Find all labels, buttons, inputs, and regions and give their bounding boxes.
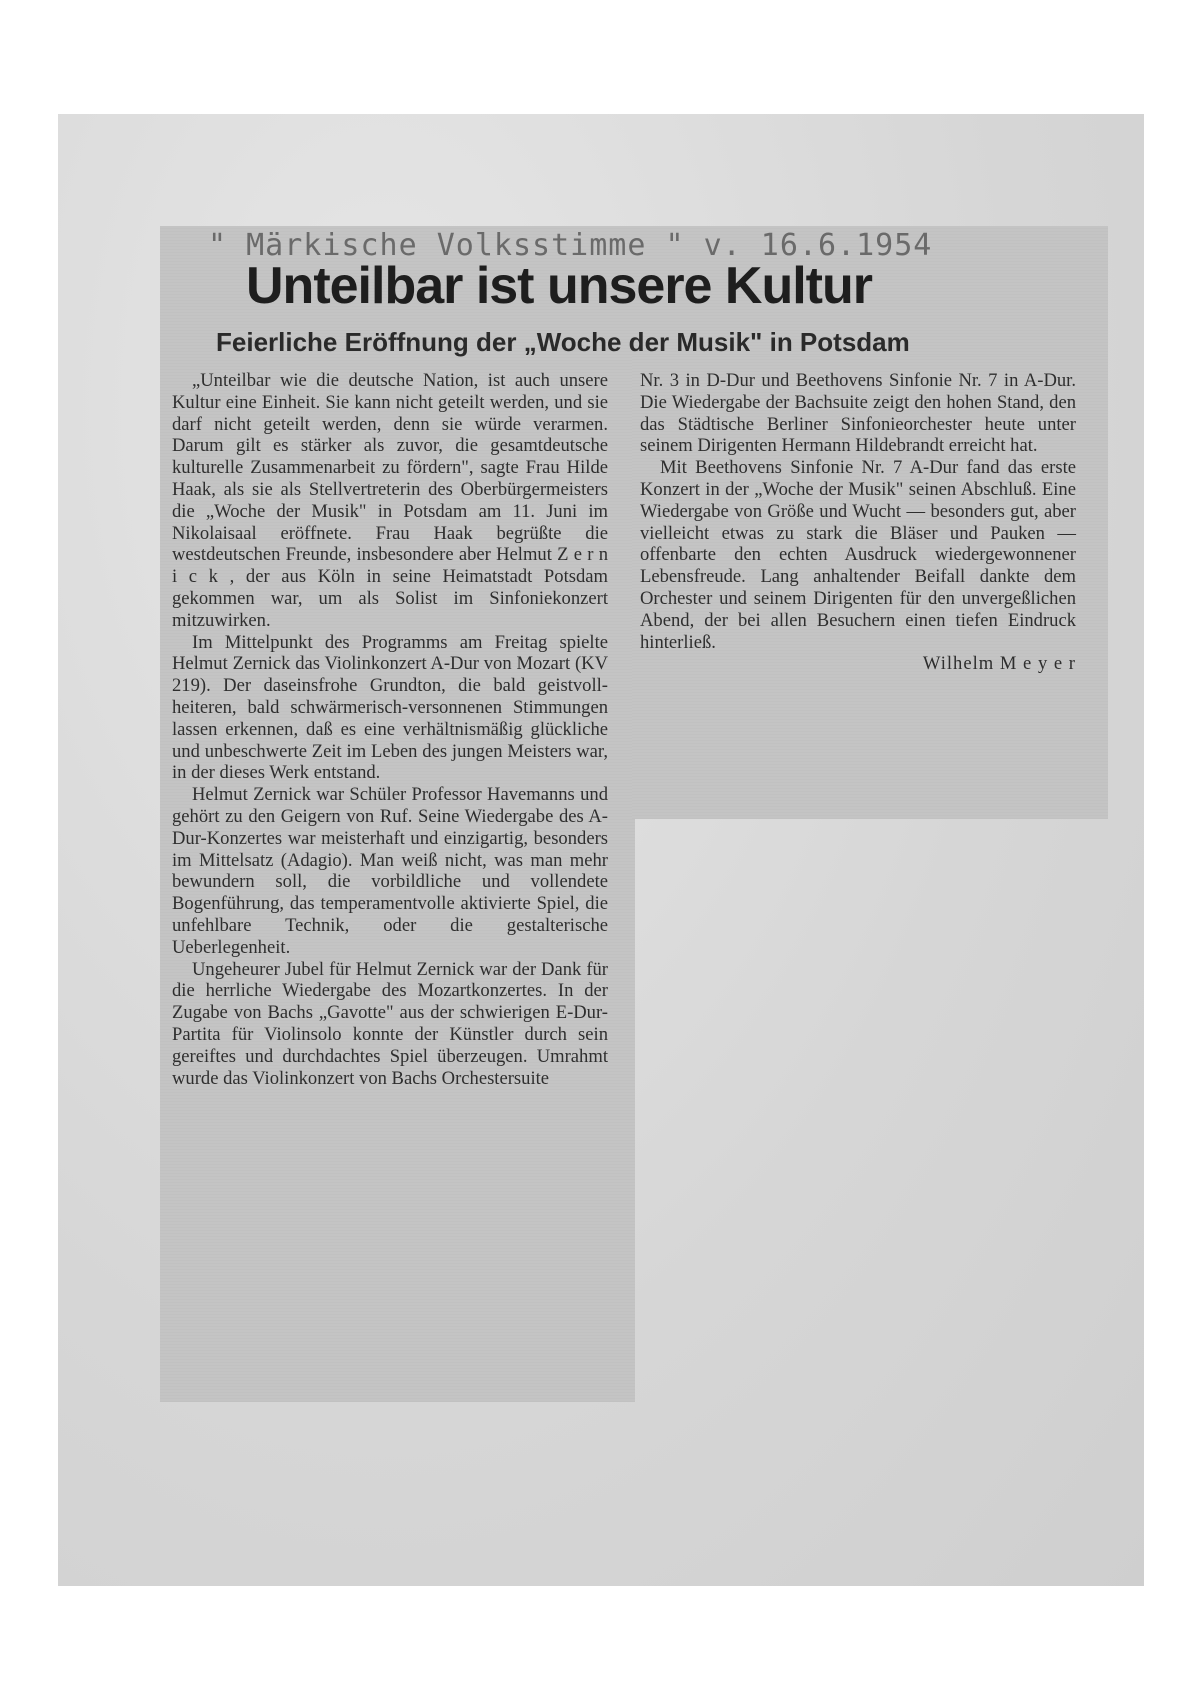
- article-subheadline: Feierliche Eröffnung der „Woche der Musik" in Potsdam: [216, 327, 910, 357]
- paragraph: Helmut Zernick war Schüler Professor Havemanns und gehört zu den Geigern von Ruf. Seine Wiedergabe des A-Dur-Konzertes war meisterhaft und einzigartig, besonders im Mittelsatz (Adagio). Man weiß nicht, was man mehr bewundern soll, die vorbildliche und vollendete Bogenführung, das temperamentvolle aktivierte Spiel, die unfehlbare Technik, oder die gestalterische Ueberlegenheit.: [172, 784, 608, 958]
- paragraph: Im Mittelpunkt des Programms am Freitag spielte Helmut Zernick das Violinkonzert A-Dur von Mozart (KV 219). Der daseinsfrohe Grundton, die bald geistvoll-heiteren, bald schwärmerisch-versonnenen Stimmungen lassen erkennen, daß es eine verhältnismäßig glückliche und unbeschwerte Zeit im Leben des jungen Meisters war, in der dieses Werk entstand.: [172, 631, 608, 784]
- paragraph: Mit Beethovens Sinfonie Nr. 7 A-Dur fand das erste Konzert in der „Woche der Musik" seinen Abschluß. Eine Wiedergabe von Größe und Wucht — besonders gut, aber vielleicht etwas zu stark die Bläser und Pauken — offenbarte den echten Ausdruck wiedergewonnener Lebensfreude. Lang anhaltender Beifall dankte dem Orchester und seinem Dirigenten für den unvergeßlichen Abend, der bei allen Besuchern einen tiefen Eindruck hinterließ.: [640, 457, 1076, 653]
- source-line: " Märkische Volksstimme " v. 16.6.1954: [208, 228, 933, 263]
- article-right-column: [640, 370, 1076, 675]
- paragraph: „Unteilbar wie die deutsche Nation, ist auch unsere Kultur eine Einheit. Sie kann nicht geteilt werden, und sie darf nicht geteilt werden, denn sie würde verarmen. Darum gilt es stärker als zuvor, die gesamtdeutsche kulturelle Zusammenarbeit zu fördern", sagte Frau Hilde Haak, als sie als Stellvertreterin des Oberbürgermeisters die „Woche der Musik" in Potsdam am 11. Juni im Nikolaisaal eröffnete. Frau Haak begrüßte die westdeutschen Freunde, insbesondere aber Helmut Z e r n i c k , der aus Köln in seine Heimatstadt Potsdam gekommen war, um als Solist im Sinfoniekonzert mitzuwirken.: [172, 370, 608, 631]
- article-headline: Unteilbar ist unsere Kultur: [246, 257, 872, 315]
- author-signature: Wilhelm M e y e r: [922, 653, 1076, 675]
- paragraph: Nr. 3 in D-Dur und Beethovens Sinfonie Nr. 7 in A-Dur. Die Wiedergabe der Bachsuite zeigt den hohen Stand, den das Städtische Berliner Sinfonieorchester heute unter seinem Dirigenten Hermann Hildebrandt erreicht hat.: [640, 370, 1076, 457]
- paragraph: Ungeheurer Jubel für Helmut Zernick war der Dank für die herrliche Wiedergabe des Mozartkonzertes. In der Zugabe von Bachs „Gavotte" aus der schwierigen E-Dur-Partita für Violinsolo konnte der Künstler durch sein gereiftes und durchdachtes Spiel überzeugen. Umrahmt wurde das Violinkonzert von Bachs Orchestersuite: [172, 958, 608, 1089]
- article-left-column: [172, 370, 608, 1089]
